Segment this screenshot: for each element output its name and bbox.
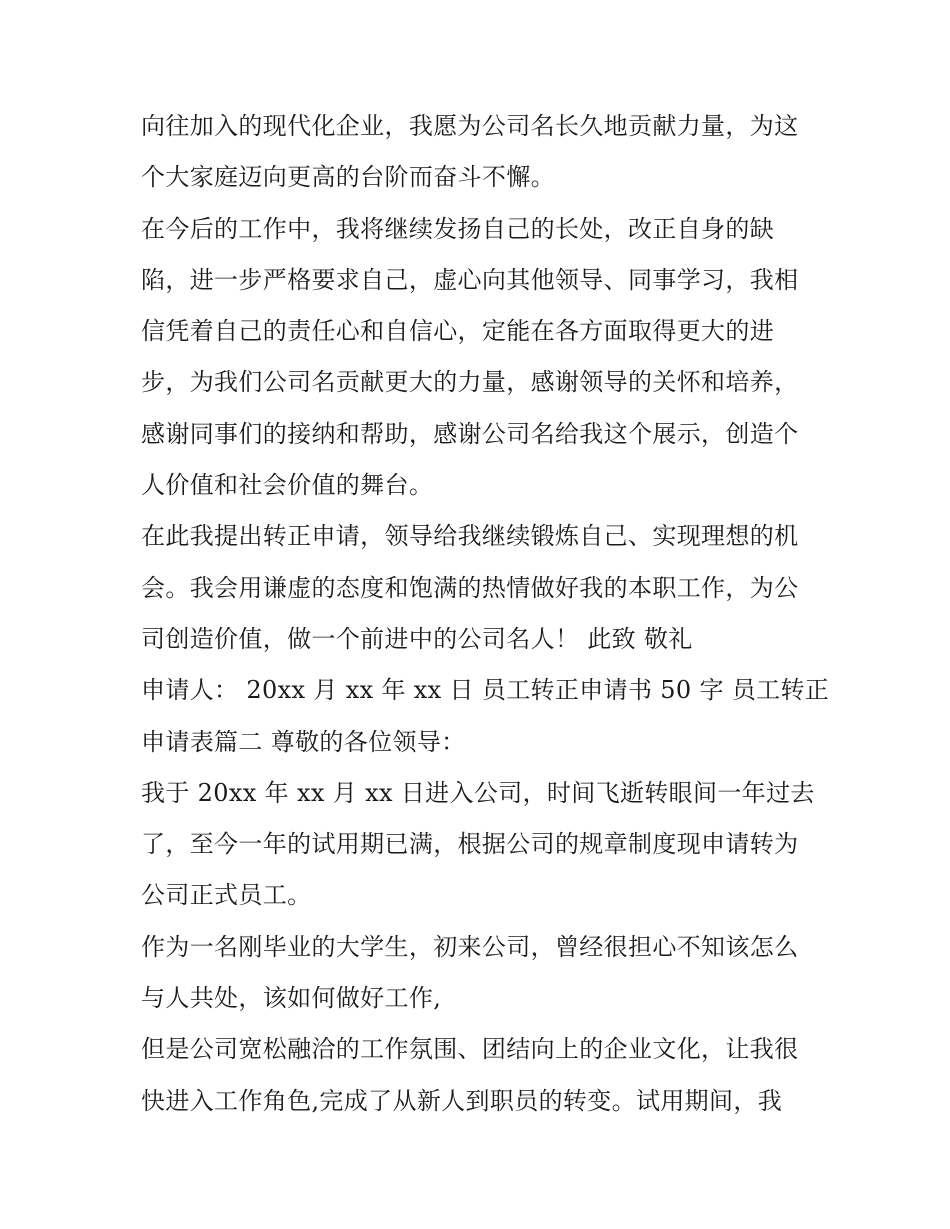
text-line: 向往加入的现代化企业，我愿为公司名长久地贡献力量，为这 bbox=[141, 112, 799, 140]
text-line: 作为一名刚毕业的大学生，初来公司，曾经很担心不知该怎么 bbox=[141, 932, 799, 961]
text-line: 司创造价值，做一个前进中的公司名人！ 此致 敬礼 bbox=[141, 624, 693, 653]
text-line: 与人共处，该如何做好工作, bbox=[141, 984, 442, 1013]
text-line: 申请表篇二 尊敬的各位领导： bbox=[141, 727, 466, 756]
text-line: 我于 20xx 年 xx 月 xx 日进入公司，时间飞逝转眼间一年过去 bbox=[141, 778, 815, 807]
text-line: 感谢同事们的接纳和帮助，感谢公司名给我这个展示，创造个 bbox=[141, 419, 799, 448]
document-body bbox=[141, 101, 831, 1127]
text-line: 在此我提出转正申请，领导给我继续锻炼自己、实现理想的机 bbox=[141, 522, 799, 551]
text-line: 人价值和社会价值的舞台。 bbox=[141, 471, 434, 500]
text-line: 但是公司宽松融洽的工作氛围、团结向上的企业文化，让我很 bbox=[141, 1035, 799, 1064]
text-line: 公司正式员工。 bbox=[141, 881, 312, 910]
text-line: 个大家庭迈向更高的台阶而奋斗不懈。 bbox=[141, 163, 555, 192]
text-line: 在今后的工作中，我将继续发扬自己的长处，改正自身的缺 bbox=[141, 214, 775, 243]
text-line: 步，为我们公司名贡献更大的力量，感谢领导的关怀和培养， bbox=[141, 368, 799, 397]
text-line: 会。我会用谦虚的态度和饱满的热情做好我的本职工作，为公 bbox=[141, 573, 799, 602]
text-line: 信凭着自己的责任心和自信心，定能在各方面取得更大的进 bbox=[141, 317, 775, 346]
text-line: 申请人： 20xx 月 xx 年 xx 日 员工转正申请书 50 字 员工转正 bbox=[141, 676, 830, 705]
text-line: 陷，进一步严格要求自己，虚心向其他领导、同事学习，我相 bbox=[141, 265, 799, 294]
text-line: 快进入工作角色,完成了从新人到职员的转变。试用期间，我 bbox=[141, 1086, 783, 1115]
text-line: 了，至今一年的试用期已满，根据公司的规章制度现申请转为 bbox=[141, 830, 799, 859]
